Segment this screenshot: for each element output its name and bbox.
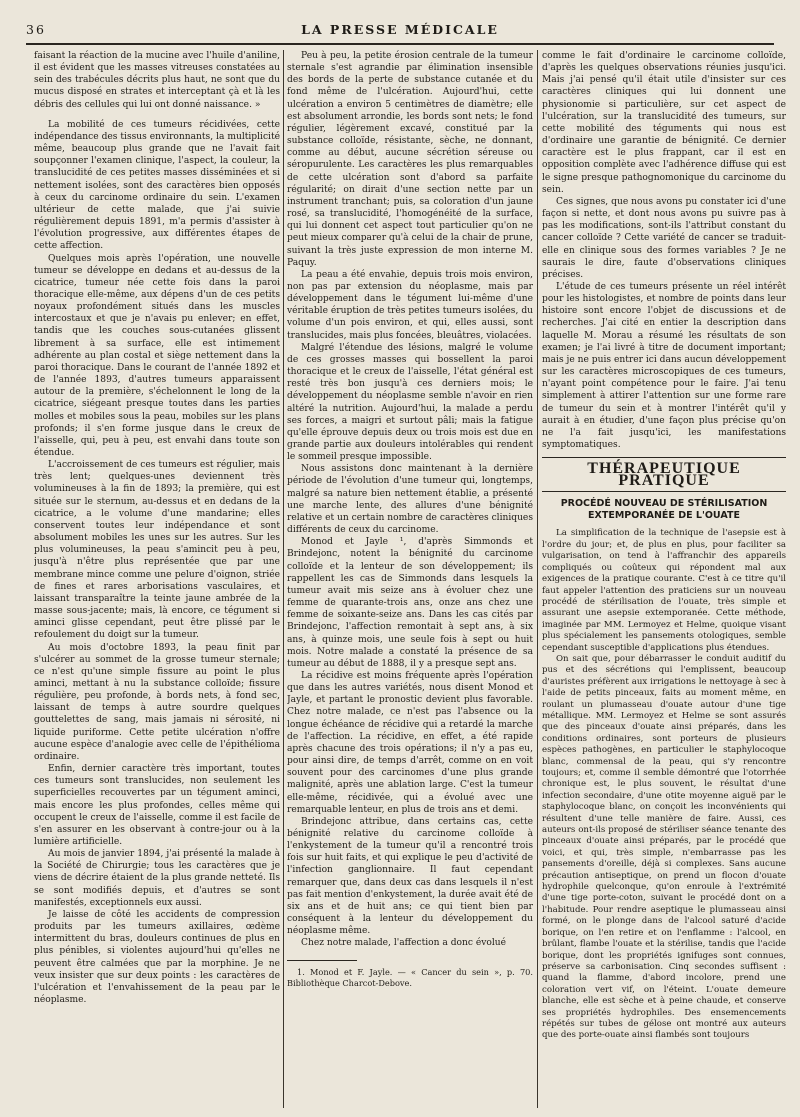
paragraph: Peu à peu, la petite érosion centrale de la tumeur sternale s'est agrandie par élimination insensible des bords de la perte de substance cutanée et du fond même de l'ulcération. Aujourd'hui, cette ulcération a environ 5 centimètres de diamètre; elle est absolument arrondie, les bords sont nets; le fond régulier, légèrement excavé, constitué par la substance colloïde, résistante, sèche, ne donnant, comme au début, aucune sécrétion séreuse ou séropurulente. Les caractères les plus remarquables de cette ulcération sont d'abord sa parfaite régularité; on dirait d'une section nette par un instrument tranchant; puis, sa coloration d'un jaune rosé, sa translucidité, l'homogénéité de la surface, qui lui donnent cet aspect tout particulier qu'on ne peut mieux comparer qu'à celui de la chair de prune, suivant la très juste expression de mon interne M. Paquy. [287, 51, 533, 268]
paragraph: La peau a été envahie, depuis trois mois environ, non pas par extension du néoplasme, mais par développement dans le tégument lui-même d'une véritable éruption de très petites tumeurs isolées, du volume d'un pois environ, et qui, elles aussi, sont translucides, mais plus foncées, bleuâtres, violacées. [287, 269, 533, 341]
page-number: 36 [26, 22, 46, 37]
column-3 [542, 50, 786, 1110]
article-subtitle-line: EXTEMPORANÉE DE L'OUATE [588, 510, 740, 522]
paragraph: Enfin, dernier caractère très important, toutes ces tumeurs sont translucides, non seulement les superficielles recouvertes par un tégument aminci, mais encore les plus profondes, celles même qui occupent le creux de l'aisselle, comme il est facile de s'en assurer en les observant à contre-jour ou à la lumière artificielle. [34, 764, 280, 847]
paragraph: L'étude de ces tumeurs présente un réel intérêt pour les histologistes, et nombre de points dans leur histoire sont encore l'objet de discussions et de recherches. J'ai cité en entier la description dans laquelle M. Morau a résumé les résultats de son examen; je l'ai livré à titre de document important; mais je ne puis entrer ici dans aucun développement sur les caractères microscopiques de ces tumeurs, n'ayant point compétence pour le faire. J'ai tenu simplement à attirer l'attention sur une forme rare de tumeur du sein et à montrer l'intérêt qu'il y aurait à en étudier, d'une façon plus précise qu'on ne l'a fait jusqu'ici, les manifestations symptomatiques. [542, 281, 786, 450]
paragraph: Quelques mois après l'opération, une nouvelle tumeur se développe en dedans et au-dessus de la cicatrice, tumeur née cette fois dans la paroi thoracique elle-même, aux dépens d'un de ces petits noyaux profondément situés dans les muscles intercostaux et que je n'avais pu enlever; en effet, tandis que les couches sous-cutanées glissent librement à sa surface, elle est intimement adhérente au plan costal et siège nettement dans la paroi thoracique. Dans le courant de l'année 1892 et de l'année 1893, d'autres tumeurs apparaissent autour de la première, s'échelonnent le long de la cicatrice, siégeant presque toutes dans les parties molles et mobiles sous la peau, mobiles sur les plans profonds; il s'en forme jusque dans le creux de l'aisselle, qui, peu à peu, est envahi dans toute son étendue. [34, 253, 280, 458]
paragraph: Je laisse de côté les accidents de compression produits par les tumeurs axillaires, œdème intermittent du bras, douleurs continues de plus en plus pénibles, si violentes aujourd'hui qu'elles ne peuvent être calmées que par la morphine. Je ne veux insister que sur deux points : les caractères de l'ulcération et l'envahissement de la peau par le néoplasme. [34, 909, 280, 1006]
paragraph: On sait que, pour débarrasser le conduit auditif du pus et des sécrétions qui l'emplissent, beaucoup d'auristes préfèrent aux irrigations le nettoyage à sec à l'aide de petits pinceaux, faits au moment même, en roulant un plumasseau d'ouate autour d'une tige métallique. MM. Lermoyez et Helme se sont assurés que des pinceaux d'ouate ainsi préparés, dans les conditions ordinaires, sont porteurs de plusieurs espèces pathogènes, en particulier le staphylocoque blanc, commensal de la peau, qui s'y rencontre toujours; et, comme il semble démontré que l'otorrhée chronique est, le plus souvent, le résultat d'une infection secondaire, d'une otite moyenne aiguë par le staphylocoque blanc, on conçoit les inconvénients qui résultent d'une telle manière de faire. Aussi, ces auteurs ont-ils proposé de stériliser séance tenante des pinceaux d'ouate ainsi préparés, par le procédé que voici, et qui, très simple, n'embarrasse pas les pansements d'oreille, déjà si complexes. Sans aucune précaution antiseptique, on prend un flocon d'ouate hydrophile quelconque, qu'on enroule à l'extrémité d'une tige porte-coton, suivant le procédé dont on a l'habitude. Pour rendre aseptique le plumasseau ainsi formé, on le plonge dans de l'alcool saturé d'acide borique, on l'en retire et on l'enflamme : l'alcool, en brûlant, flambe l'ouate et la stérilise, tandis que l'acide borique, dont les propriétés ignifuges sont connues, préserve sa carbonisation. Cinq secondes suffisent : quand la flamme, d'abord incolore, prend une coloration vert vif, on l'éteint. L'ouate demeure blanche, elle est sèche et à peine chaude, et conserve ses propriétés hydrophiles. Des ensemencements répétés sur tubes de gélose ont montré aux auteurs que des porte-ouate ainsi flambés sont toujours [542, 653, 786, 1041]
paragraph: Chez notre malade, l'affection a donc évolué [301, 938, 506, 949]
paragraph: La mobilité de ces tumeurs récidivées, cette indépendance des tissus environnants, la multiplicité même, beaucoup plus grande que ne l'avait fait soupçonner l'examen clinique, l'aspect, la couleur, la translucidité de ces petites masses disséminées et si nettement isolées, sont des caractères bien opposés à ceux du carcinome ordinaire du sein. L'examen ultérieur de cette malade, que j'ai suivie régulièrement depuis 1891, m'a permis d'assister à l'évolution progressive, aux différentes étapes de cette affection. [34, 119, 280, 252]
page-header [26, 20, 774, 40]
paragraph: Ces signes, que nous avons pu constater ici d'une façon si nette, et dont nous avons pu suivre pas à pas les modifications, sont-ils l'attribut constant du cancer colloïde ? Cette variété de cancer se traduit-elle en clinique sous des formes variables ? Je ne saurais le dire, faute d'observations cliniques précises. [542, 196, 786, 280]
article-subtitle [542, 498, 786, 522]
column-2 [287, 50, 533, 1110]
header-rule [26, 43, 774, 45]
journal-title: LA PRESSE MÉDICALE [301, 22, 499, 37]
paragraph: Au mois de janvier 1894, j'ai présenté la malade à la Société de Chirurgie; tous les caractères que je viens de décrire étaient de la plus grande netteté. Ils se sont modifiés depuis, et d'autres se sont manifestés, exceptionnels eux aussi. [34, 849, 280, 908]
paragraph: Malgré l'étendue des lésions, malgré le volume de ces grosses masses qui bossellent la paroi thoracique et le creux de l'aisselle, l'état général est resté très bon jusqu'à ces derniers mois; le développement du néoplasme semble n'avoir en rien altéré la nutrition. Aujourd'hui, la malade a perdu ses forces, a maigri et surtout pâli; mais la fatigue qu'elle éprouve depuis deux ou trois mois est due en grande partie aux douleurs intolérables qui rendent le sommeil presque impossible. [287, 342, 533, 463]
paragraph: Au mois d'octobre 1893, la peau finit par s'ulcérer au sommet de la grosse tumeur sternale; ce n'est qu'une simple fissure au point le plus aminci, mettant à nu la substance colloïde; fissure régulière, peu profonde, à bords nets, à fond sec, laissant de temps à autre sourdre quelques gouttelettes de sang, mais jamais ni sérosité, ni liquide puriforme. Cette petite ulcération n'offre aucune espèce d'analogie avec celle de l'épithélioma ordinaire. [34, 642, 280, 762]
column-1 [34, 50, 280, 1110]
paragraph: comme le fait d'ordinaire le carcinome colloïde, d'après les quelques observations réunies jusqu'ici. Mais j'ai pensé qu'il était utile d'insister sur ces caractères cliniques qui lui donnent une physionomie si particulière, sur cet aspect de l'ulcération, sur la translucidité des tumeurs, sur cette mobilité des téguments qui nous est d'ordinaire une garantie de bénignité. Ce dernier caractère est le plus frappant, car il est en opposition complète avec l'adhérence diffuse qui est le signe presque pathognomonique du carcinome du sein. [542, 51, 786, 195]
section-heading: THÉRAPEUTIQUE PRATIQUE [542, 457, 786, 492]
paragraph: L'accroissement de ces tumeurs est régulier, mais très lent; quelques-unes deviennent très volumineuses à la fin de 1893; la première, qui est située sur le sternum, au-dessus et en dedans de la cicatrice, a le volume d'une mandarine; elles conservent toutes leur indépendance et sont absolument mobiles les unes sur les autres. Sur les plus volumineuses, la peau s'amincit peu à peu, jusqu'à n'être plus représentée que par une membrane mince comme une pelure d'oignon, striée de fines et rares arborisations vasculaires, et laissant transparaître la teinte jaune ambrée de la masse sous-jacente; mais, là encore, ce tégument si aminci glisse cependant, peut être plissé par le refoulement du doigt sur la tumeur. [34, 460, 280, 641]
column-separator [537, 50, 538, 1108]
paragraph: La récidive est moins fréquente après l'opération que dans les autres variétés, nous disent Monod et Jayle, et partant le pronostic devient plus favorable. Chez notre malade, ce n'est pas l'absence ou la longue échéance de récidive qui a retardé la marche de l'affection. La récidive, en effet, a été rapide après chacune des trois opérations; il n'y a pas eu, pour ainsi dire, de temps d'arrêt, comme on en voit souvent pour des carcinomes d'une plus grande malignité, après une ablation large. C'est la tumeur elle-même, récidivée, qui a évolué avec une remarquable lenteur, en plus de trois ans et demi. [287, 670, 533, 815]
column-separator [283, 50, 284, 1108]
footnote: 1. Monod et F. Jayle. — « Cancer du sein », p. 70. Bibliothèque Charcot-Debove. [287, 966, 533, 988]
paragraph: La simplification de la technique de l'asepsie est à l'ordre du jour; et, de plus en plus, pour faciliter sa vulgarisation, on tend à l'affranchir des appareils compliqués ou coûteux qui répondent mal aux exigences de la pratique courante. C'est à ce titre qu'il faut appeler l'attention des praticiens sur un nouveau procédé de stérilisation de l'ouate, très simple et assurant une asepsie extemporanée. Cette méthode, imaginée par MM. Lermoyez et Helme, quoique visant plus spécialement les pansements otologiques, semble cependant susceptible d'applications plus étendues. [542, 528, 786, 653]
paragraph: Monod et Jayle ¹, d'après Simmonds et Brindejonc, notent la bénignité du carcinome colloïde et la lenteur de son développement; ils rappellent les cas de Simmonds dans lesquels la tumeur avait mis seize ans à évoluer chez une femme de quarante-trois ans, onze ans chez une femme de soixante-seize ans. Dans les cas cités par Brindejonc, l'affection remontait à sept ans, à six ans, à quinze mois, une seule fois à sept ou huit mois. Notre malade a constaté la présence de sa tumeur au début de 1888, il y a presque sept ans. [287, 537, 533, 669]
paragraph: Nous assistons donc maintenant à la dernière période de l'évolution d'une tumeur qui, longtemps, malgré sa nature bien nettement établie, a présenté une marche lente, des allures d'une bénignité relative et un certain nombre de caractères cliniques différents de ceux du carcinome. [287, 464, 533, 536]
article-subtitle-line: PROCÉDÉ NOUVEAU DE STÉRILISATION [560, 498, 768, 510]
paragraph: Brindejonc attribue, dans certains cas, cette bénignité relative du carcinome colloïde à l'enkystement de la tumeur qu'il a rencontré trois fois sur huit faits, et qui explique le peu d'activité de l'infection ganglionnaire. Il faut cependant remarquer que, dans deux cas dans lesquels il n'est pas fait mention d'enkystement, la durée avait été de six ans et de huit ans; ce qui tient bien par conséquent à la lenteur du développement du néoplasme même. [287, 816, 533, 937]
paragraph: faisant la réaction de la mucine avec l'huile d'aniline, il est évident que les masses vitreuses constatées au sein des trabécules décrits plus haut, ne sont que du mucus disposé en strates et interceptant çà et là les débris des cellules qui lui ont donné naissance. » [34, 51, 280, 110]
footnote-rule [287, 960, 357, 961]
